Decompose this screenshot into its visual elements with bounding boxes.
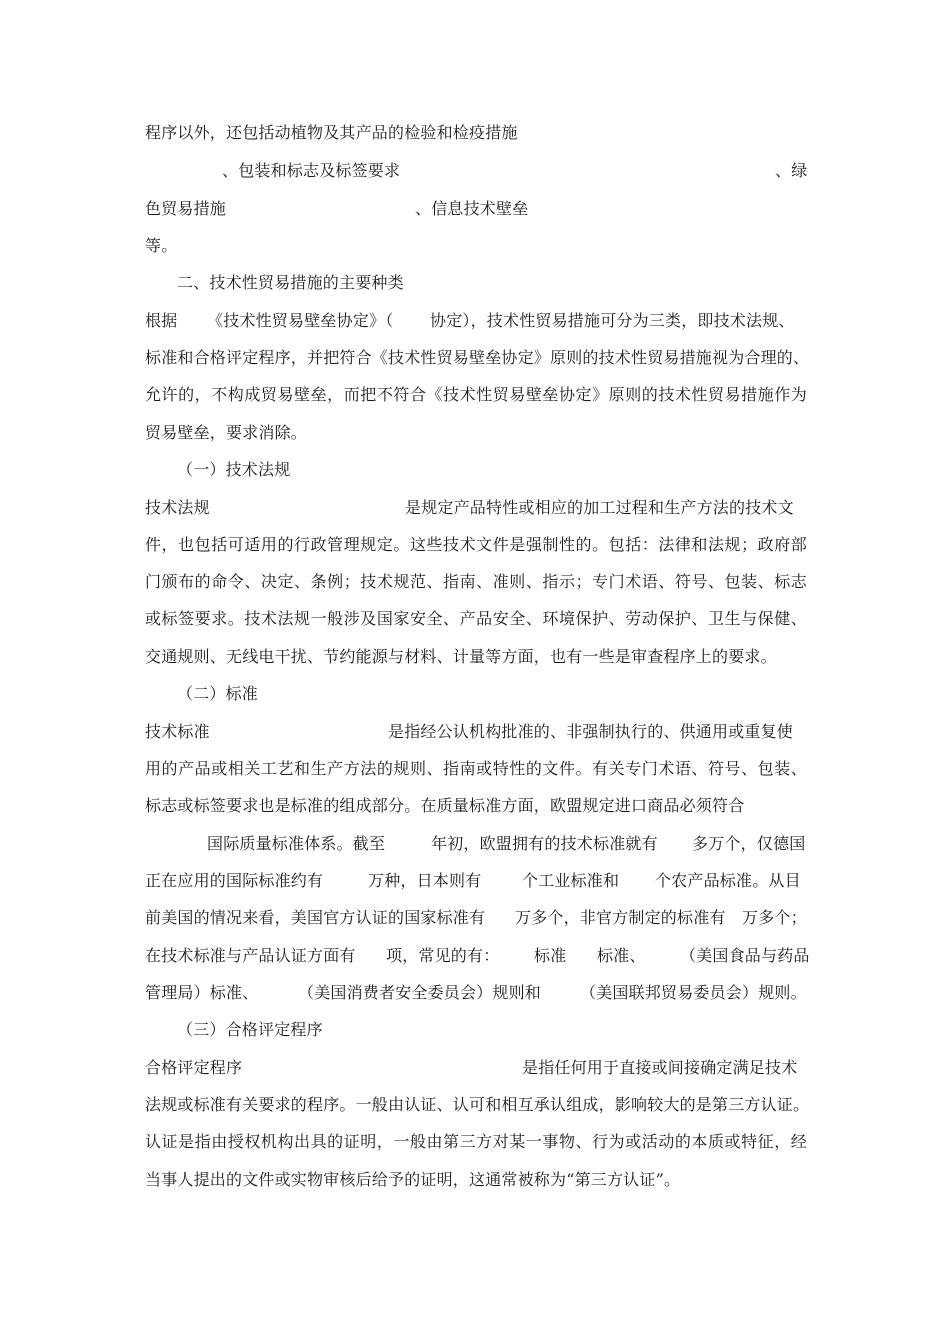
- text-line: 等。: [145, 236, 178, 255]
- text-line: 标准和合格评定程序，并把符合《技术性贸易壁垒协定》原则的技术性贸易措施视为合理的、: [145, 348, 810, 367]
- term-label: 合格评定程序: [145, 1058, 243, 1077]
- text-segment: 个农产品标准。从目: [655, 871, 801, 890]
- text-line: 用的产品或相关工艺和生产方法的规则、指南或特性的文件。有关专门术语、符号、包装、: [145, 759, 807, 778]
- term-label: 技术法规: [145, 498, 210, 517]
- text-segment: 、包装和标志及标签要求: [222, 161, 401, 180]
- text-line: 认证是指由授权机构出具的证明，一般由第三方对某一事物、行为或活动的本质或特征，经: [145, 1132, 807, 1151]
- text-segment: 是指任何用于直接或间接确定满足技术: [522, 1058, 798, 1077]
- text-segment: 万多个，非官方制定的标准有: [515, 908, 726, 927]
- text-segment: 个工业标准和: [522, 871, 620, 890]
- text-segment: 项，常见的有：: [386, 946, 500, 965]
- text-line: 门颁布的命令、决定、条例；技术规范、指南、准则、指示；专门术语、符号、包装、标志: [145, 572, 807, 591]
- text-segment: （美国联邦贸易委员会）规则。: [580, 983, 807, 1002]
- text-segment: 管理局）标准、: [145, 983, 259, 1002]
- text-segment: （美国消费者安全委员会）规则和: [298, 983, 542, 1002]
- text-segment: 根据: [145, 311, 178, 330]
- text-line: 标志或标签要求也是标准的组成部分。在质量标准方面，欧盟规定进口商品必须符合: [145, 796, 745, 815]
- subsection-heading: （一）技术法规: [177, 460, 291, 479]
- text-segment: 国际质量标准体系。截至: [207, 834, 386, 853]
- text-segment: 前美国的情况来看，美国官方认证的国家标准有: [145, 908, 486, 927]
- subsection-heading: （三）合格评定程序: [177, 1020, 323, 1039]
- text-line: 当事人提出的文件或实物审核后给予的证明，这通常被称为“第三方认证”。: [145, 1170, 681, 1189]
- text-line: 贸易壁垒，要求消除。: [145, 423, 308, 442]
- text-segment: 协定），技术性贸易措施可分为三类，即技术法规、: [430, 311, 795, 330]
- text-segment: 、信息技术壁垒: [415, 199, 529, 218]
- text-segment: 是规定产品特性或相应的加工过程和生产方法的技术文: [405, 498, 794, 517]
- text-segment: 正在应用的国际标准约有: [145, 871, 324, 890]
- text-segment: 标准: [534, 946, 567, 965]
- section-heading: 二、技术性贸易措施的主要种类: [177, 273, 404, 292]
- term-label: 技术标准: [145, 722, 210, 741]
- text-segment: 标准、: [597, 946, 646, 965]
- text-segment: 色贸易措施: [145, 199, 227, 218]
- text-segment: 年初，欧盟拥有的技术标准就有: [431, 834, 658, 853]
- text-segment: 是指经公认机构批准的、非强制执行的、供通用或重复使: [388, 722, 794, 741]
- text-segment: 万多个；: [742, 908, 807, 927]
- text-line: 交通规则、无线电干扰、节约能源与材料、计量等方面，也有一些是审查程序上的要求。: [145, 647, 777, 666]
- text-line: 程序以外，还包括动植物及其产品的检验和检疫措施: [145, 123, 518, 142]
- subsection-heading: （二）标准: [177, 684, 259, 703]
- text-segment: 在技术标准与产品认证方面有: [145, 946, 356, 965]
- text-segment: 《技术性贸易壁垒协定》（: [207, 311, 394, 330]
- text-segment: （美国食品与药品: [680, 946, 810, 965]
- text-line: 件，也包括可适用的行政管理规定。这些技术文件是强制性的。包括：法律和法规；政府部: [145, 535, 807, 554]
- text-segment: 万种，日本则有: [368, 871, 482, 890]
- text-segment: 多万个，仅德国: [692, 834, 806, 853]
- text-segment: 、绿: [775, 161, 808, 180]
- text-line: 法规或标准有关要求的程序。一般由认证、认可和相互承认组成，影响较大的是第三方认证。: [145, 1095, 810, 1114]
- text-line: 允许的，不构成贸易壁垒，而把不符合《技术性贸易壁垒协定》原则的技术性贸易措施作为: [145, 385, 807, 404]
- text-line: 或标签要求。技术法规一般涉及国家安全、产品安全、环境保护、劳动保护、卫生与保健、: [145, 609, 807, 628]
